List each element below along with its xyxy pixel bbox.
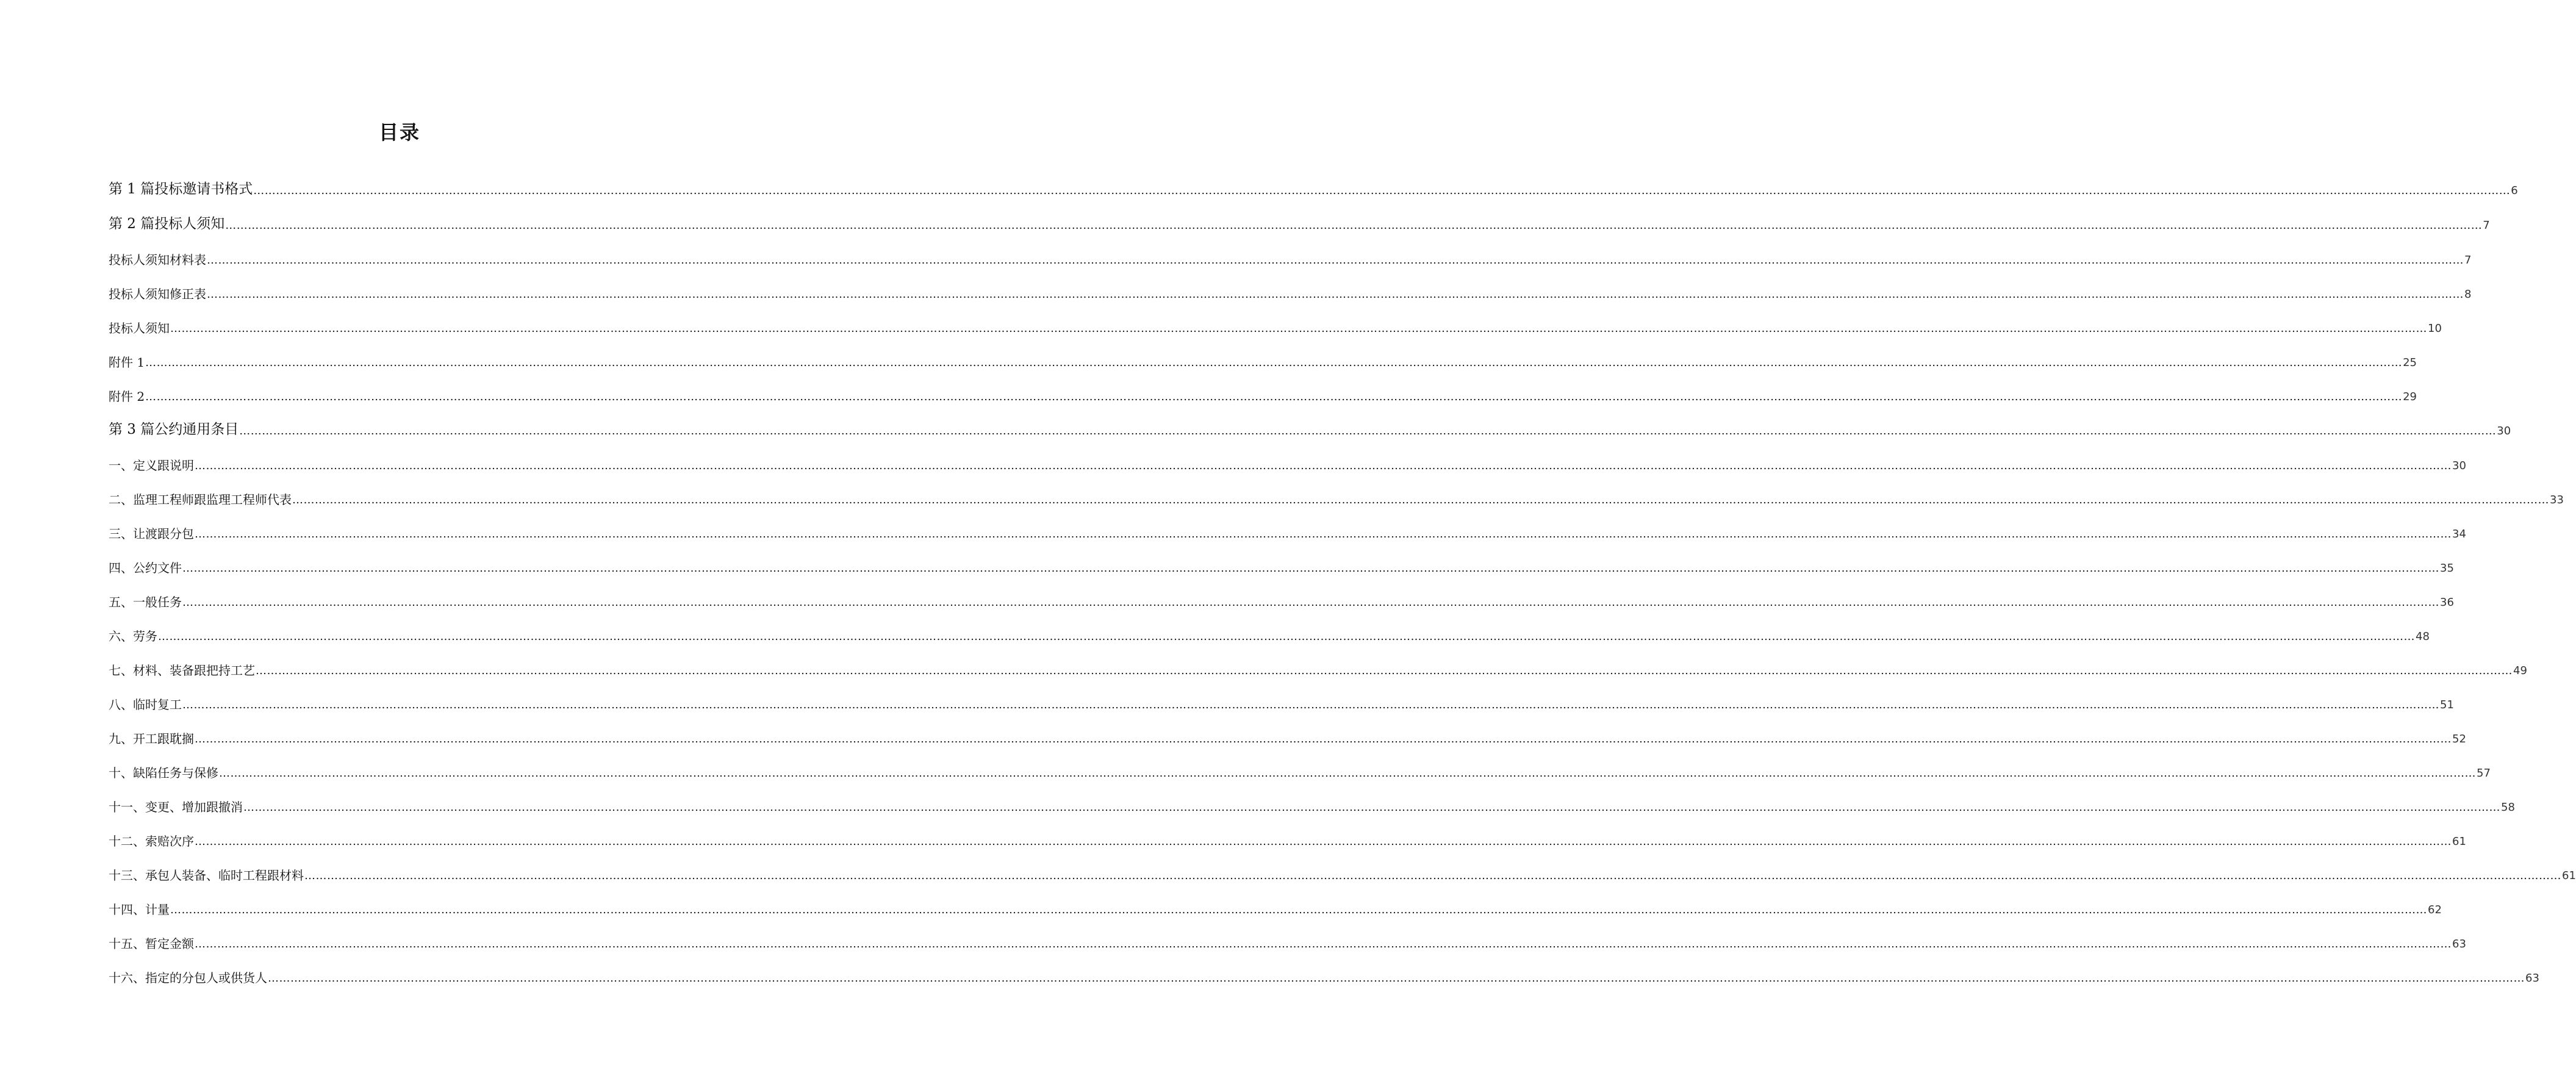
toc-entry-page: 30 (2497, 425, 2511, 437)
toc-entry-page: 29 (2403, 390, 2417, 403)
toc-entry-page: 63 (2525, 972, 2539, 985)
toc-entry-page: 58 (2501, 801, 2515, 814)
toc-entry-label: 投标人须知修正表 (109, 287, 206, 301)
toc-entry[interactable] (109, 868, 2576, 883)
toc-entry[interactable] (109, 321, 2442, 336)
toc-leader-dots: …………………………………………………………………………………………………………………………………………………………………………………………………………………………………………………………………………………………………………………………………………………………………………………………………………………………………………………………………………………………………………………………………………………… (292, 494, 2549, 506)
toc-entry-label: 第 3 篇公约通用条目 (109, 422, 239, 437)
toc-entry-label: 十六、指定的分包人或供货人 (109, 971, 267, 985)
toc-leader-dots: …………………………………………………………………………………………………………………………………………………………………………………………………………………………………………………………………………………………………………………………………………………………………………………………………………………………………………………………………………………………………………………………………………………… (182, 562, 2439, 575)
toc-entry-page: 7 (2483, 219, 2490, 232)
toc-entry[interactable] (109, 629, 2430, 644)
toc-entry-label: 十四、计量 (109, 902, 170, 917)
toc-entry-page: 57 (2477, 767, 2491, 780)
toc-entry-page: 52 (2452, 733, 2466, 745)
toc-leader-dots: …………………………………………………………………………………………………………………………………………………………………………………………………………………………………………………………………………………………………………………………………………………………………………………………………………………………………………………………………………………………………………………………………………………… (304, 869, 2561, 882)
toc-entry-label: 八、临时复工 (109, 697, 182, 712)
toc-entry-page: 36 (2440, 596, 2454, 609)
toc-entry-page: 62 (2428, 903, 2442, 916)
toc-leader-dots: …………………………………………………………………………………………………………………………………………………………………………………………………………………………………………………………………………………………………………………………………………………………………………………………………………………………………………………………………………………………………………………………………………………… (170, 322, 2427, 335)
toc-entry-page: 25 (2403, 356, 2417, 369)
toc-entry-label: 四、公约文件 (109, 561, 182, 575)
toc-leader-dots: …………………………………………………………………………………………………………………………………………………………………………………………………………………………………………………………………………………………………………………………………………………………………………………………………………………………………………………………………………………………………………………………………………………… (145, 356, 2403, 369)
toc-entry-label: 第 2 篇投标人须知 (109, 216, 225, 232)
toc-entry[interactable] (109, 181, 2518, 197)
toc-title: 目录 (378, 121, 420, 144)
toc-leader-dots: …………………………………………………………………………………………………………………………………………………………………………………………………………………………………………………………………………………………………………………………………………………………………………………………………………………………………………………………………………………………………………………………………………………… (182, 596, 2439, 609)
toc-entry[interactable] (109, 663, 2527, 678)
toc-leader-dots: …………………………………………………………………………………………………………………………………………………………………………………………………………………………………………………………………………………………………………………………………………………………………………………………………………………………………………………………………………………………………………………………………………………… (256, 664, 2513, 677)
toc-leader-dots: …………………………………………………………………………………………………………………………………………………………………………………………………………………………………………………………………………………………………………………………………………………………………………………………………………………………………………………………………………………………………………………………………………………… (195, 459, 2452, 472)
toc-entry[interactable] (109, 902, 2442, 917)
toc-entry-label: 投标人须知材料表 (109, 253, 206, 267)
toc-leader-dots: …………………………………………………………………………………………………………………………………………………………………………………………………………………………………………………………………………………………………………………………………………………………………………………………………………………………………………………………………………………………………………………………………………………… (170, 903, 2427, 916)
toc-entry-label: 五、一般任务 (109, 595, 182, 609)
toc-entry-page: 34 (2452, 528, 2466, 540)
toc-entry[interactable] (109, 834, 2466, 849)
toc-entry-label: 十二、索赔次序 (109, 834, 194, 849)
toc-leader-dots: …………………………………………………………………………………………………………………………………………………………………………………………………………………………………………………………………………………………………………………………………………………………………………………………………………………………………………………………………………………………………………………………………………………… (268, 972, 2525, 985)
toc-leader-dots: …………………………………………………………………………………………………………………………………………………………………………………………………………………………………………………………………………………………………………………………………………………………………………………………………………………………………………………………………………………………………………………………………………………… (239, 425, 2497, 437)
toc-entry-page: 63 (2452, 938, 2466, 950)
toc-entry[interactable] (109, 287, 2472, 301)
toc-leader-dots: …………………………………………………………………………………………………………………………………………………………………………………………………………………………………………………………………………………………………………………………………………………………………………………………………………………………………………………………………………………………………………………………………………………… (207, 254, 2464, 267)
toc-entry-page: 33 (2550, 494, 2564, 506)
toc-entry-label: 七、材料、装备跟把持工艺 (109, 663, 255, 678)
toc-leader-dots: …………………………………………………………………………………………………………………………………………………………………………………………………………………………………………………………………………………………………………………………………………………………………………………………………………………………………………………………………………………………………………………………………………………… (195, 938, 2452, 950)
toc-entry-page: 48 (2416, 630, 2430, 643)
toc-leader-dots: …………………………………………………………………………………………………………………………………………………………………………………………………………………………………………………………………………………………………………………………………………………………………………………………………………………………………………………………………………………………………………………………………………………… (195, 733, 2452, 745)
toc-leader-dots: …………………………………………………………………………………………………………………………………………………………………………………………………………………………………………………………………………………………………………………………………………………………………………………………………………………………………………………………………………………………………………………………………………………… (195, 835, 2452, 848)
toc-entry-page: 61 (2452, 835, 2466, 848)
toc-entry-page: 8 (2464, 288, 2472, 301)
toc-entry-label: 三、让渡跟分包 (109, 526, 194, 541)
toc-entry[interactable] (109, 355, 2417, 370)
toc-leader-dots: …………………………………………………………………………………………………………………………………………………………………………………………………………………………………………………………………………………………………………………………………………………………………………………………………………………………………………………………………………………………………………………………………………………… (207, 288, 2464, 301)
toc-entry[interactable] (109, 458, 2466, 473)
toc-entry-label: 二、监理工程师跟监理工程师代表 (109, 492, 292, 507)
toc-entry[interactable] (109, 800, 2515, 814)
toc-entry-page: 7 (2464, 254, 2472, 267)
toc-entry[interactable] (109, 936, 2466, 951)
toc-leader-dots: …………………………………………………………………………………………………………………………………………………………………………………………………………………………………………………………………………………………………………………………………………………………………………………………………………………………………………………………………………………………………………………………………………………… (253, 184, 2511, 197)
toc-entry-page: 49 (2513, 664, 2527, 677)
toc-entry-label: 一、定义跟说明 (109, 458, 194, 473)
toc-entry-page: 10 (2428, 322, 2442, 335)
toc-entry[interactable] (109, 595, 2454, 609)
toc-entry-label: 附件 1 (109, 355, 145, 370)
toc-entry[interactable] (109, 561, 2454, 575)
toc-entry[interactable] (109, 253, 2472, 267)
toc-entry[interactable] (109, 731, 2466, 746)
toc-entry-page: 61 (2562, 869, 2576, 882)
toc-leader-dots: …………………………………………………………………………………………………………………………………………………………………………………………………………………………………………………………………………………………………………………………………………………………………………………………………………………………………………………………………………………………………………………………………………………… (243, 801, 2500, 814)
toc-entry[interactable] (109, 492, 2564, 507)
toc-entry[interactable] (109, 697, 2454, 712)
toc-entry-label: 十五、暂定金额 (109, 936, 194, 951)
toc-entry-page: 51 (2440, 698, 2454, 711)
toc-leader-dots: …………………………………………………………………………………………………………………………………………………………………………………………………………………………………………………………………………………………………………………………………………………………………………………………………………………………………………………………………………………………………………………………………………………… (225, 219, 2483, 232)
toc-entry-label: 十、缺陷任务与保修 (109, 766, 218, 780)
toc-entry[interactable] (109, 216, 2490, 232)
toc-leader-dots: …………………………………………………………………………………………………………………………………………………………………………………………………………………………………………………………………………………………………………………………………………………………………………………………………………………………………………………………………………………………………………………………………………………… (182, 698, 2439, 711)
toc-entry[interactable] (109, 422, 2511, 437)
toc-leader-dots: …………………………………………………………………………………………………………………………………………………………………………………………………………………………………………………………………………………………………………………………………………………………………………………………………………………………………………………………………………………………………………………………………………………… (145, 390, 2403, 403)
toc-entry-label: 附件 2 (109, 389, 145, 404)
toc-leader-dots: …………………………………………………………………………………………………………………………………………………………………………………………………………………………………………………………………………………………………………………………………………………………………………………………………………………………………………………………………………………………………………………………………………………… (158, 630, 2415, 643)
toc-entry[interactable] (109, 766, 2491, 780)
toc-entry-label: 十一、变更、增加跟撤消 (109, 800, 243, 814)
toc-entry-label: 投标人须知 (109, 321, 170, 336)
toc-entry[interactable] (109, 389, 2417, 404)
toc-entry[interactable] (109, 526, 2466, 541)
toc-entry-page: 6 (2511, 184, 2518, 197)
toc-entry-label: 第 1 篇投标邀请书格式 (109, 181, 253, 197)
toc-entry[interactable] (109, 971, 2539, 985)
toc-entry-page: 35 (2440, 562, 2454, 575)
toc-leader-dots: …………………………………………………………………………………………………………………………………………………………………………………………………………………………………………………………………………………………………………………………………………………………………………………………………………………………………………………………………………………………………………………………………………………… (219, 767, 2476, 780)
toc-entry-label: 十三、承包人装备、临时工程跟材料 (109, 868, 304, 883)
toc-leader-dots: …………………………………………………………………………………………………………………………………………………………………………………………………………………………………………………………………………………………………………………………………………………………………………………………………………………………………………………………………………………………………………………………………………………… (195, 528, 2452, 540)
toc-entry-label: 六、劳务 (109, 629, 157, 644)
toc-entry-page: 30 (2452, 459, 2466, 472)
toc-entry-label: 九、开工跟耽搁 (109, 731, 194, 746)
